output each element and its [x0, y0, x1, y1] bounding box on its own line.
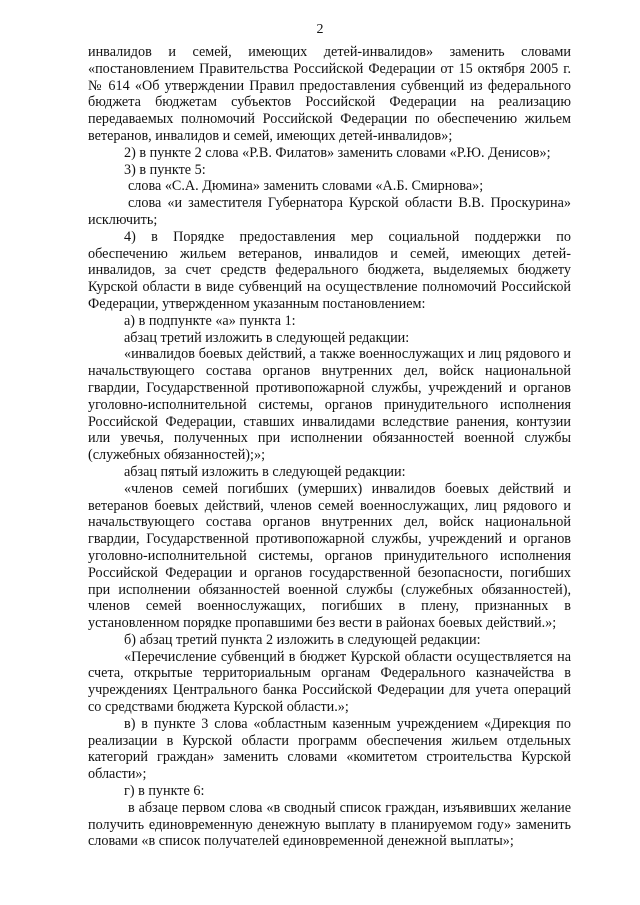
paragraph-15: г) в пункте 6:: [124, 783, 205, 800]
paragraph-3: 3) в пункте 5:: [124, 161, 206, 178]
paragraph-4: слова «С.А. Дюмина» заменить словами «А.Б. Смирнова»;: [128, 178, 484, 195]
paragraph-7: а) в подпункте «а» пункта 1:: [124, 312, 296, 329]
paragraph-9: «инвалидов боевых действий, а также военнослужащих и лиц рядового и начальствующего состава органов внутренних дел, войск национальной гвардии, Государственной противопожарной службы, учреждений и органов уголовно-исполнительной системы, органов принудительного исполнения Российской Федерации, ставших инвалидами вследствие ранения, контузии или увечья, полученных при исполнении обязанностей военной службы (служебных обязанностей);»;: [88, 346, 571, 464]
page-number: 2: [316, 22, 324, 37]
paragraph-11: «членов семей погибших (умерших) инвалидов боевых действий и ветеранов боевых действий, членов семей военнослужащих, лиц рядового и начальствующего состава органов внутренних дел, войск национальной гвардии, Государственной противопожарной службы, учреждений и органов уголовно-исполнительной системы, органов принудительного исполнения Российской Федерации и органов государственной безопасности, погибших при исполнении обязанностей военной службы (служебных обязанностей), членов семей военнослужащих, погибших в плену, признанных в установленном порядке пропавшими без вести в районах боевых действий.»;: [88, 480, 571, 632]
paragraph-16: в абзаце первом слова «в сводный список граждан, изъявивших желание получить единовременную денежную выплату в планируемом году» заменить словами «в список получателей единовременной денежной выплаты»;: [88, 799, 571, 850]
paragraph-14: в) в пункте 3 слова «областным казенным учреждением «Дирекция по реализации в Курской области программ обеспечения жильем отдельных категорий граждан» заменить словами «комитетом строительства Курской области»;: [88, 715, 571, 783]
paragraph-10: абзац пятый изложить в следующей редакции:: [124, 463, 406, 480]
document-body: [88, 44, 571, 850]
paragraph-13: «Перечисление субвенций в бюджет Курской области осуществляется на счета, открытые территориальным органам Федерального казначейства в учреждениях Центрального банка Российской Федерации для учета операций со средствами бюджета Курской области.»;: [88, 648, 571, 716]
paragraph-8: абзац третий изложить в следующей редакции:: [124, 329, 410, 346]
paragraph-6: 4) в Порядке предоставления мер социальной поддержки по обеспечению жильем ветеранов, инвалидов и семей, имеющих детей-инвалидов, за счет средств федерального бюджета, выделяемых бюджету Курской области в виде субвенций на осуществление полномочий Российской Федерации, утвержденном указанным постановлением:: [88, 228, 571, 312]
paragraph-12: б) абзац третий пункта 2 изложить в следующей редакции:: [124, 631, 481, 648]
paragraph-2: 2) в пункте 2 слова «Р.В. Филатов» заменить словами «Р.Ю. Денисов»;: [124, 144, 551, 161]
paragraph-5: слова «и заместителя Губернатора Курской области В.В. Проскурина» исключить;: [88, 195, 571, 228]
paragraph-1: инвалидов и семей, имеющих детей-инвалидов» заменить словами «постановлением Правительства Российской Федерации от 15 октября 2005 г. № 614 «Об утверждении Правил предоставления субвенций из федерального бюджета бюджетам субъектов Российской Федерации на реализацию передаваемых полномочий Российской Федерации по обеспечению жильем ветеранов, инвалидов и семей, имеющих детей-инвалидов»;: [88, 44, 571, 144]
